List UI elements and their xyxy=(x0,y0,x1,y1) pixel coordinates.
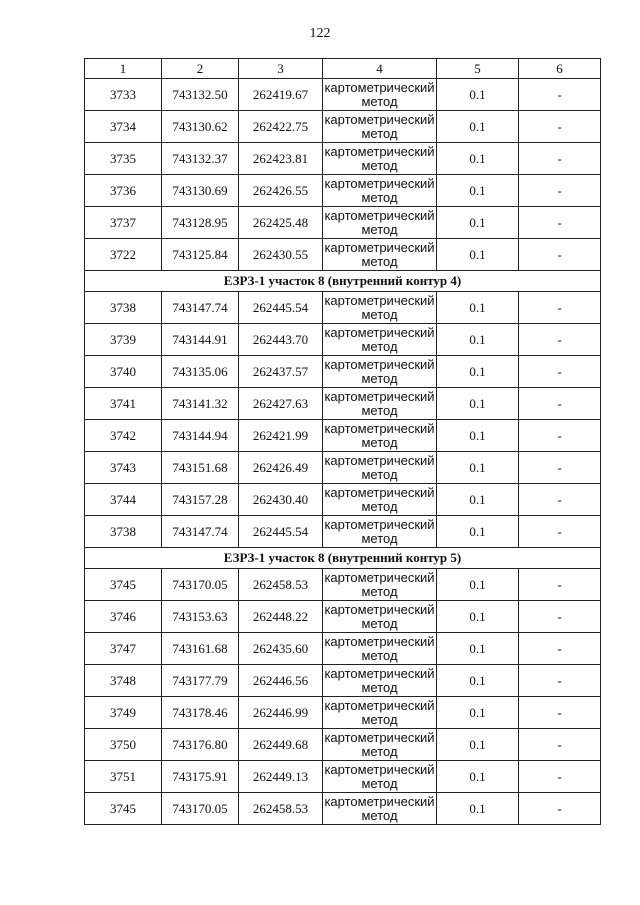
coordinate-y: 262430.40 xyxy=(239,484,323,516)
table-row xyxy=(85,633,601,665)
table-header-row xyxy=(85,59,601,79)
method-cell xyxy=(323,292,437,324)
table-row xyxy=(85,175,601,207)
method-cell xyxy=(323,388,437,420)
point-number: 3747 xyxy=(85,633,162,665)
note-value: - xyxy=(519,793,601,825)
method-line-1: картометрический xyxy=(324,324,435,340)
section-title-row xyxy=(85,271,601,292)
point-number: 3741 xyxy=(85,388,162,420)
accuracy-value: 0.1 xyxy=(437,356,519,388)
method-line-1: картометрический xyxy=(324,793,435,809)
point-number: 3746 xyxy=(85,601,162,633)
coordinate-y: 262425.48 xyxy=(239,207,323,239)
method-line-2: метод xyxy=(361,402,398,418)
method-line-1: картометрический xyxy=(324,484,435,500)
point-number: 3745 xyxy=(85,569,162,601)
table-body xyxy=(85,79,601,825)
accuracy-value: 0.1 xyxy=(437,452,519,484)
method-line-2: метод xyxy=(361,338,398,354)
method-line-2: метод xyxy=(361,157,398,173)
coordinates-table xyxy=(84,58,601,825)
coordinate-x: 743157.28 xyxy=(162,484,239,516)
table-row xyxy=(85,79,601,111)
method-line-1: картометрический xyxy=(324,420,435,436)
accuracy-value: 0.1 xyxy=(437,324,519,356)
method-line-1: картометрический xyxy=(324,207,435,223)
accuracy-value: 0.1 xyxy=(437,633,519,665)
method-line-1: картометрический xyxy=(324,239,435,255)
method-cell xyxy=(323,239,437,271)
note-value: - xyxy=(519,633,601,665)
point-number: 3738 xyxy=(85,516,162,548)
table-row xyxy=(85,239,601,271)
coordinate-y: 262421.99 xyxy=(239,420,323,452)
method-cell xyxy=(323,452,437,484)
method-line-2: метод xyxy=(361,93,398,109)
table-row xyxy=(85,143,601,175)
note-value: - xyxy=(519,324,601,356)
method-cell xyxy=(323,356,437,388)
method-cell xyxy=(323,729,437,761)
coordinate-y: 262423.81 xyxy=(239,143,323,175)
note-value: - xyxy=(519,697,601,729)
method-cell xyxy=(323,111,437,143)
note-value: - xyxy=(519,452,601,484)
coordinate-y: 262419.67 xyxy=(239,79,323,111)
table-row xyxy=(85,729,601,761)
coordinate-x: 743144.94 xyxy=(162,420,239,452)
table-row xyxy=(85,324,601,356)
method-line-1: картометрический xyxy=(324,388,435,404)
coordinate-x: 743135.06 xyxy=(162,356,239,388)
method-line-1: картометрический xyxy=(324,79,435,95)
coordinate-x: 743170.05 xyxy=(162,569,239,601)
accuracy-value: 0.1 xyxy=(437,207,519,239)
method-line-2: метод xyxy=(361,370,398,386)
method-line-2: метод xyxy=(361,775,398,791)
accuracy-value: 0.1 xyxy=(437,729,519,761)
header-col-2: 2 xyxy=(162,59,239,79)
table-row xyxy=(85,569,601,601)
coordinate-x: 743176.80 xyxy=(162,729,239,761)
coordinate-x: 743132.50 xyxy=(162,79,239,111)
coordinate-x: 743175.91 xyxy=(162,761,239,793)
method-line-1: картометрический xyxy=(324,633,435,649)
point-number: 3743 xyxy=(85,452,162,484)
coordinate-x: 743132.37 xyxy=(162,143,239,175)
coordinate-y: 262458.53 xyxy=(239,569,323,601)
accuracy-value: 0.1 xyxy=(437,111,519,143)
accuracy-value: 0.1 xyxy=(437,143,519,175)
coordinate-x: 743153.63 xyxy=(162,601,239,633)
point-number: 3745 xyxy=(85,793,162,825)
point-number: 3749 xyxy=(85,697,162,729)
method-line-2: метод xyxy=(361,530,398,546)
note-value: - xyxy=(519,665,601,697)
coordinate-x: 743170.05 xyxy=(162,793,239,825)
accuracy-value: 0.1 xyxy=(437,239,519,271)
method-line-1: картометрический xyxy=(324,356,435,372)
coordinate-y: 262449.13 xyxy=(239,761,323,793)
coordinate-y: 262445.54 xyxy=(239,292,323,324)
method-line-2: метод xyxy=(361,306,398,322)
coordinate-x: 743128.95 xyxy=(162,207,239,239)
method-line-2: метод xyxy=(361,647,398,663)
method-cell xyxy=(323,633,437,665)
method-line-2: метод xyxy=(361,743,398,759)
coordinate-x: 743178.46 xyxy=(162,697,239,729)
coordinate-y: 262426.55 xyxy=(239,175,323,207)
note-value: - xyxy=(519,569,601,601)
coordinate-x: 743151.68 xyxy=(162,452,239,484)
method-line-2: метод xyxy=(361,615,398,631)
method-cell xyxy=(323,420,437,452)
accuracy-value: 0.1 xyxy=(437,79,519,111)
method-line-2: метод xyxy=(361,679,398,695)
method-line-2: метод xyxy=(361,466,398,482)
method-cell xyxy=(323,601,437,633)
note-value: - xyxy=(519,516,601,548)
method-line-1: картометрический xyxy=(324,761,435,777)
point-number: 3739 xyxy=(85,324,162,356)
method-cell xyxy=(323,324,437,356)
point-number: 3734 xyxy=(85,111,162,143)
method-cell xyxy=(323,761,437,793)
note-value: - xyxy=(519,79,601,111)
method-cell xyxy=(323,484,437,516)
note-value: - xyxy=(519,420,601,452)
method-line-1: картометрический xyxy=(324,569,435,585)
method-line-2: метод xyxy=(361,189,398,205)
method-cell xyxy=(323,697,437,729)
method-line-1: картометрический xyxy=(324,111,435,127)
method-cell xyxy=(323,665,437,697)
method-line-2: метод xyxy=(361,807,398,823)
table-row xyxy=(85,697,601,729)
accuracy-value: 0.1 xyxy=(437,175,519,207)
header-col-3: 3 xyxy=(239,59,323,79)
section-title: ЕЗРЗ-1 участок 8 (внутренний контур 4) xyxy=(85,271,601,292)
method-line-2: метод xyxy=(361,711,398,727)
method-cell xyxy=(323,207,437,239)
note-value: - xyxy=(519,143,601,175)
point-number: 3737 xyxy=(85,207,162,239)
point-number: 3748 xyxy=(85,665,162,697)
note-value: - xyxy=(519,484,601,516)
table-row xyxy=(85,207,601,239)
note-value: - xyxy=(519,111,601,143)
coordinate-y: 262437.57 xyxy=(239,356,323,388)
method-cell xyxy=(323,143,437,175)
note-value: - xyxy=(519,239,601,271)
note-value: - xyxy=(519,601,601,633)
note-value: - xyxy=(519,207,601,239)
method-line-2: метод xyxy=(361,434,398,450)
note-value: - xyxy=(519,292,601,324)
method-line-1: картометрический xyxy=(324,697,435,713)
accuracy-value: 0.1 xyxy=(437,420,519,452)
accuracy-value: 0.1 xyxy=(437,292,519,324)
table-row xyxy=(85,665,601,697)
coordinate-x: 743161.68 xyxy=(162,633,239,665)
accuracy-value: 0.1 xyxy=(437,665,519,697)
method-line-2: метод xyxy=(361,498,398,514)
method-line-1: картометрический xyxy=(324,729,435,745)
coordinate-y: 262448.22 xyxy=(239,601,323,633)
table-row xyxy=(85,484,601,516)
section-title-row xyxy=(85,548,601,569)
method-cell xyxy=(323,79,437,111)
table-row xyxy=(85,793,601,825)
method-line-2: метод xyxy=(361,125,398,141)
accuracy-value: 0.1 xyxy=(437,569,519,601)
coordinate-x: 743177.79 xyxy=(162,665,239,697)
accuracy-value: 0.1 xyxy=(437,761,519,793)
method-line-1: картометрический xyxy=(324,601,435,617)
method-line-1: картометрический xyxy=(324,516,435,532)
coordinate-y: 262435.60 xyxy=(239,633,323,665)
method-cell xyxy=(323,516,437,548)
point-number: 3742 xyxy=(85,420,162,452)
table-row xyxy=(85,452,601,484)
note-value: - xyxy=(519,388,601,420)
method-line-1: картометрический xyxy=(324,452,435,468)
coordinate-y: 262426.49 xyxy=(239,452,323,484)
coordinate-x: 743147.74 xyxy=(162,516,239,548)
table-row xyxy=(85,388,601,420)
table-row xyxy=(85,420,601,452)
accuracy-value: 0.1 xyxy=(437,388,519,420)
method-cell xyxy=(323,569,437,601)
method-line-2: метод xyxy=(361,253,398,269)
coordinate-y: 262427.63 xyxy=(239,388,323,420)
accuracy-value: 0.1 xyxy=(437,601,519,633)
accuracy-value: 0.1 xyxy=(437,516,519,548)
coordinate-y: 262422.75 xyxy=(239,111,323,143)
method-cell xyxy=(323,175,437,207)
header-col-1: 1 xyxy=(85,59,162,79)
point-number: 3744 xyxy=(85,484,162,516)
method-line-1: картометрический xyxy=(324,665,435,681)
point-number: 3722 xyxy=(85,239,162,271)
coordinate-y: 262430.55 xyxy=(239,239,323,271)
header-col-4: 4 xyxy=(323,59,437,79)
coordinate-x: 743125.84 xyxy=(162,239,239,271)
coordinate-x: 743147.74 xyxy=(162,292,239,324)
point-number: 3751 xyxy=(85,761,162,793)
accuracy-value: 0.1 xyxy=(437,697,519,729)
accuracy-value: 0.1 xyxy=(437,484,519,516)
note-value: - xyxy=(519,761,601,793)
method-line-1: картометрический xyxy=(324,175,435,191)
table-row xyxy=(85,111,601,143)
coordinate-x: 743130.62 xyxy=(162,111,239,143)
coordinate-x: 743130.69 xyxy=(162,175,239,207)
coordinate-y: 262446.56 xyxy=(239,665,323,697)
header-col-5: 5 xyxy=(437,59,519,79)
coordinate-y: 262458.53 xyxy=(239,793,323,825)
table-row xyxy=(85,761,601,793)
point-number: 3738 xyxy=(85,292,162,324)
accuracy-value: 0.1 xyxy=(437,793,519,825)
table-row xyxy=(85,356,601,388)
point-number: 3736 xyxy=(85,175,162,207)
method-line-2: метод xyxy=(361,583,398,599)
method-line-2: метод xyxy=(361,221,398,237)
page-number: 122 xyxy=(309,26,331,41)
note-value: - xyxy=(519,356,601,388)
method-line-1: картометрический xyxy=(324,292,435,308)
table-row xyxy=(85,292,601,324)
point-number: 3733 xyxy=(85,79,162,111)
coordinate-y: 262443.70 xyxy=(239,324,323,356)
point-number: 3740 xyxy=(85,356,162,388)
coordinate-x: 743144.91 xyxy=(162,324,239,356)
note-value: - xyxy=(519,729,601,761)
table-row xyxy=(85,516,601,548)
point-number: 3750 xyxy=(85,729,162,761)
table-row xyxy=(85,601,601,633)
method-cell xyxy=(323,793,437,825)
note-value: - xyxy=(519,175,601,207)
section-title: ЕЗРЗ-1 участок 8 (внутренний контур 5) xyxy=(85,548,601,569)
coordinate-y: 262445.54 xyxy=(239,516,323,548)
method-line-1: картометрический xyxy=(324,143,435,159)
coordinate-y: 262446.99 xyxy=(239,697,323,729)
coordinate-y: 262449.68 xyxy=(239,729,323,761)
header-col-6: 6 xyxy=(519,59,601,79)
point-number: 3735 xyxy=(85,143,162,175)
coordinate-x: 743141.32 xyxy=(162,388,239,420)
